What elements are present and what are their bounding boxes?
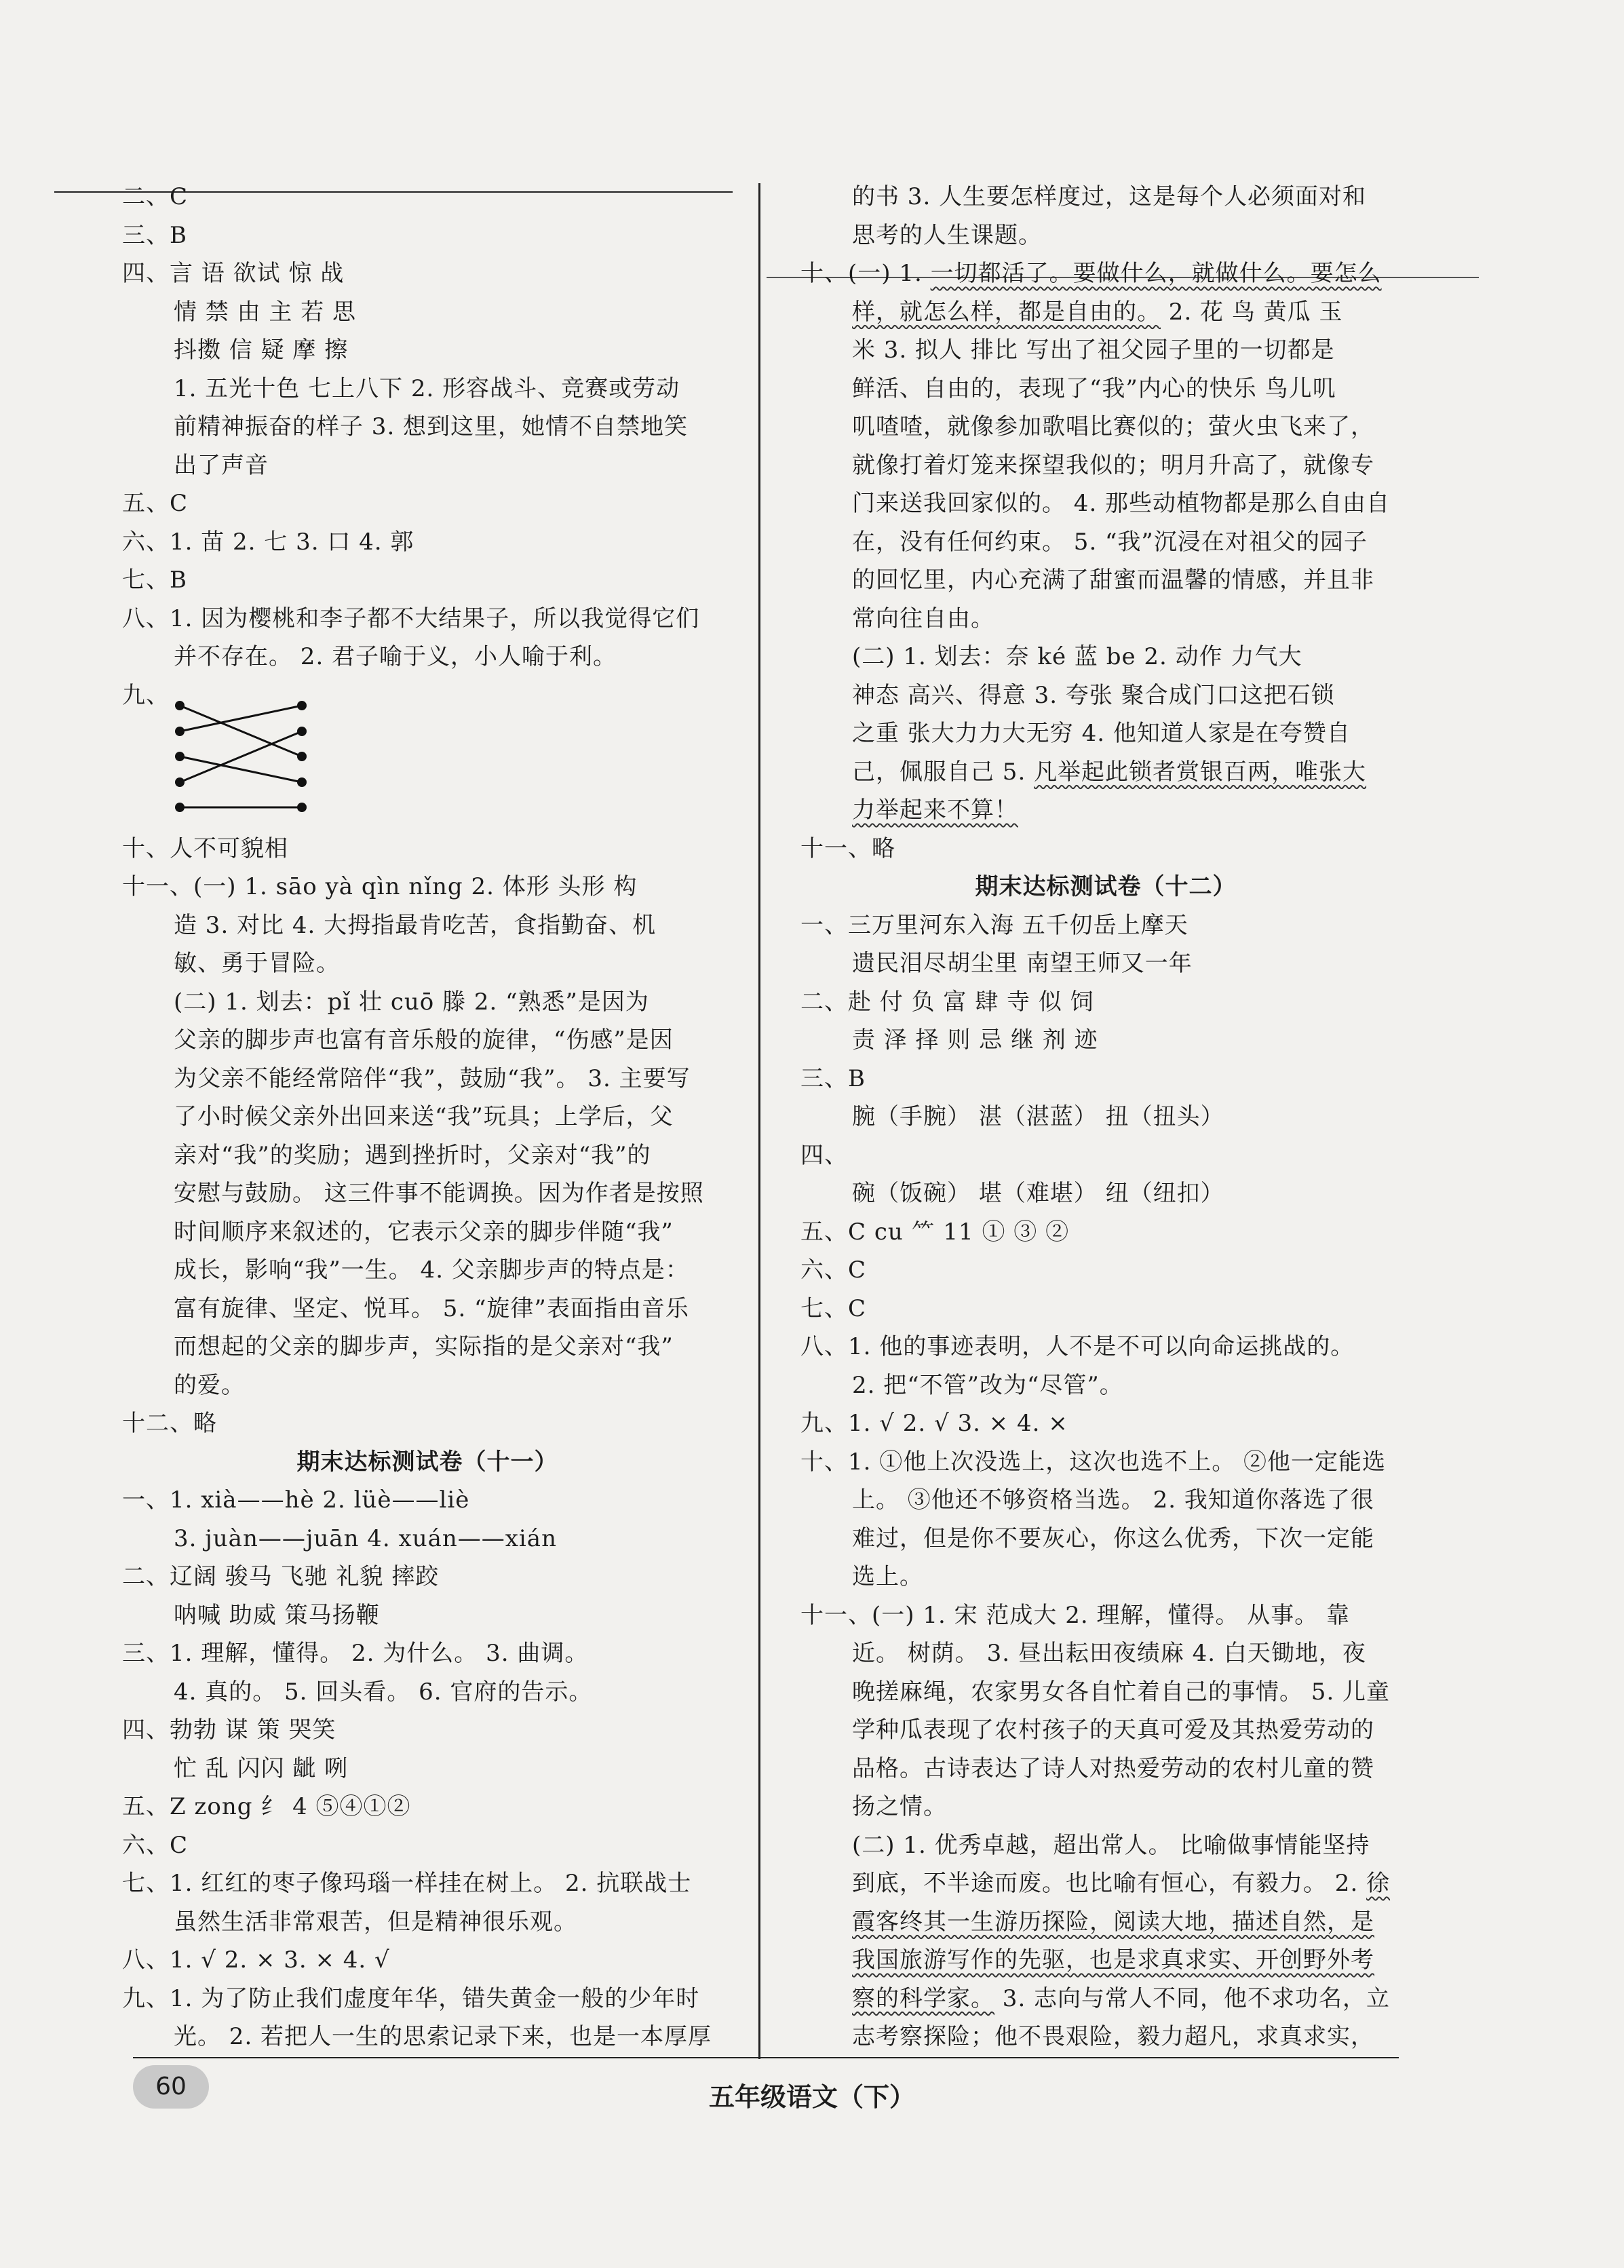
page-number-badge: 60 xyxy=(133,2065,209,2109)
line-text: 并不存在。 2. 君子喻于义，小人喻于利。 xyxy=(174,643,617,670)
line-text: 难过，但是你不要灰心，你这么优秀，下次一定能 xyxy=(852,1524,1374,1552)
answer-line xyxy=(122,293,733,332)
line-text: 十、人不可貌相 xyxy=(122,834,288,862)
answer-line xyxy=(122,1213,733,1252)
answer-line xyxy=(800,906,1411,945)
answer-line xyxy=(122,983,733,1022)
line-text: 十一、略 xyxy=(800,834,895,862)
answer-line xyxy=(800,1098,1411,1136)
line-text: 六、1. 苗 2. 七 3. 口 4. 郭 xyxy=(122,528,414,556)
line-text: 八、1. √ 2. × 3. × 4. √ xyxy=(122,1946,390,1974)
answer-line xyxy=(122,1750,733,1788)
line-text: 二、赴 付 负 富 肆 寺 似 饲 xyxy=(800,988,1094,1016)
line-text: 忙 乱 闪闪 龇 咧 xyxy=(174,1754,349,1782)
line-text: 五、Z zong 纟 4 ⑤④①② xyxy=(122,1793,411,1820)
line-text: 光。 2. 若把人一生的思索记录下来，也是一本厚厚 xyxy=(174,2023,712,2050)
answer-line xyxy=(800,484,1411,523)
answer-line xyxy=(122,178,733,216)
line-text: 门来送我回家似的。 4. 那些动植物都是那么自由自 xyxy=(852,490,1391,517)
line-text: 一、1. xià——hè 2. lüè——liè xyxy=(122,1486,470,1514)
section-title xyxy=(122,1443,733,1482)
answer-line xyxy=(122,370,733,408)
line-text: 造 3. 对比 4. 大拇指最肯吃苦，食指勤奋、机 xyxy=(174,911,657,939)
line-text: 四、勃勃 谋 策 哭笑 xyxy=(122,1716,336,1744)
line-text: (二) 1. 划去：奈 ké 蓝 be 2. 动作 力气大 xyxy=(852,643,1302,670)
line-text: 二、C xyxy=(122,183,189,210)
matching-lines-figure xyxy=(173,697,309,816)
line-text: 责 泽 择 则 忌 继 剂 迹 xyxy=(852,1026,1098,1054)
answer-line xyxy=(122,1980,733,2018)
line-text: 近。 树荫。 3. 昼出耘田夜绩麻 4. 白天锄地，夜 xyxy=(852,1640,1366,1667)
line-text: 成长，影响“我”一生。 4. 父亲脚步声的特点是： xyxy=(174,1256,689,1284)
line-text: 三、B xyxy=(800,1064,866,1092)
line-text: 叽喳喳，就像参加歌唱比赛似的；萤火虫飞来了， xyxy=(852,413,1374,440)
underlined-answer: 一切都活了。要做什么，就做什么。要怎么 xyxy=(930,260,1382,287)
answer-line xyxy=(800,446,1411,485)
footer-rule xyxy=(133,2057,1399,2058)
line-text: 鲜活、自由的，表现了“我”内心的快乐 鸟儿叽 xyxy=(852,374,1336,402)
underlined-answer: 样，就怎么样，都是自由的。 xyxy=(852,298,1161,326)
answer-line xyxy=(122,1903,733,1942)
answer-line xyxy=(800,1826,1411,1865)
line-text: 4. 真的。 5. 回头看。 6. 官府的告示。 xyxy=(174,1678,593,1706)
line-text: 为父亲不能经常陪伴“我”，鼓励“我”。 3. 主要写 xyxy=(174,1064,691,1092)
line-text: 四、言 语 欲试 惊 战 xyxy=(122,260,345,287)
answer-line xyxy=(800,1443,1411,1482)
answer-line xyxy=(800,1290,1411,1328)
answer-line xyxy=(122,408,733,446)
line-text: 七、B xyxy=(122,566,187,594)
line-text: 九、 xyxy=(122,681,170,709)
line-text: 安慰与鼓励。 这三件事不能调换。因为作者是按照 xyxy=(174,1180,704,1207)
answer-line xyxy=(800,1481,1411,1520)
answer-line xyxy=(800,676,1411,715)
line-text: 学种瓜表现了农村孩子的天真可爱及其热爱劳动的 xyxy=(852,1716,1374,1744)
answer-line xyxy=(800,1634,1411,1673)
underlined-answer: 徐 xyxy=(1366,1870,1391,1897)
line-text-after: 2. 花 鸟 黄瓜 玉 xyxy=(1161,298,1343,326)
line-text: (二) 1. 优秀卓越，超出常人。 比喻做事情能坚持 xyxy=(852,1831,1370,1859)
line-text: 米 3. 拟人 排比 写出了祖父园子里的一切都是 xyxy=(852,337,1335,364)
line-text: 1. 五光十色 七上八下 2. 形容战斗、竞赛或劳动 xyxy=(174,374,680,402)
answer-line xyxy=(122,1558,733,1596)
line-text: 之重 张大力力大无穷 4. 他知道人家是在夸赞自 xyxy=(852,720,1351,747)
line-text: 选上。 xyxy=(852,1563,923,1590)
line-text: 神态 高兴、得意 3. 夸张 聚合成门口这把石锁 xyxy=(852,681,1335,709)
line-text: (二) 1. 划去：pǐ 壮 cuō 滕 2. “熟悉”是因为 xyxy=(174,988,649,1016)
underlined-answer: 力举起来不算！ xyxy=(852,796,1018,824)
answer-line xyxy=(122,1941,733,1980)
answer-line xyxy=(122,1481,733,1520)
answer-line xyxy=(122,1174,733,1213)
answer-line xyxy=(800,216,1411,255)
line-text: 富有旋律、坚定、悦耳。 5. “旋律”表面指由音乐 xyxy=(174,1294,689,1322)
answer-line xyxy=(122,1060,733,1098)
line-text: 十一、(一) 1. sāo yà qìn nǐng 2. 体形 头形 构 xyxy=(122,873,638,900)
answer-line xyxy=(800,523,1411,562)
answer-line xyxy=(800,1520,1411,1558)
answer-line xyxy=(800,293,1411,332)
line-text: 父亲的脚步声也富有音乐般的旋律，“伤感”是因 xyxy=(174,1026,674,1054)
line-text: 十、(一) 1. xyxy=(800,260,931,287)
answer-line xyxy=(800,1328,1411,1366)
line-text: 就像打着灯笼来探望我似的；明月升高了，就像专 xyxy=(852,451,1374,479)
line-text: 情 禁 由 主 若 思 xyxy=(174,298,357,326)
line-text: 期末达标测试卷（十一） xyxy=(296,1448,558,1476)
line-text: 在，没有任何约束。 5. “我”沉浸在对祖父的园子 xyxy=(852,528,1368,556)
answer-line xyxy=(122,331,733,370)
answer-line xyxy=(122,1021,733,1060)
answer-line xyxy=(122,561,733,600)
answer-line xyxy=(800,1903,1411,1942)
answer-line xyxy=(122,944,733,983)
answer-line xyxy=(800,1213,1411,1252)
answer-line xyxy=(800,2018,1411,2056)
line-text: 十二、略 xyxy=(122,1410,217,1437)
answer-line xyxy=(800,1251,1411,1290)
line-text: 前精神振奋的样子 3. 想到这里，她情不自禁地笑 xyxy=(174,413,689,440)
line-text: 的回忆里，内心充满了甜蜜而温馨的情感，并且非 xyxy=(852,566,1374,594)
line-text: 扬之情。 xyxy=(852,1793,947,1820)
line-text: 的书 3. 人生要怎样度过，这是每个人必须面对和 xyxy=(852,183,1367,210)
line-text: 六、C xyxy=(122,1831,189,1859)
answer-line xyxy=(800,944,1411,983)
line-text: 思考的人生课题。 xyxy=(852,221,1042,249)
answer-line xyxy=(800,830,1411,868)
answer-line xyxy=(800,254,1411,293)
line-text: 3. juàn——juān 4. xuán——xián xyxy=(174,1524,557,1552)
answer-line xyxy=(122,1596,733,1635)
underlined-answer: 察的科学家。 xyxy=(852,1984,994,2012)
answer-line xyxy=(122,1251,733,1290)
answer-line xyxy=(800,178,1411,216)
answer-line xyxy=(122,1136,733,1175)
answer-line xyxy=(122,1290,733,1328)
line-text: 到底，不半途而废。也比喻有恒心，有毅力。 2. xyxy=(852,1870,1367,1897)
line-text: 六、C xyxy=(800,1256,867,1284)
underlined-answer: 霞客终其一生游历探险，阅读大地，描述自然，是 xyxy=(852,1908,1374,1936)
line-text: 腕（手腕） 湛（湛蓝） 扭（扭头） xyxy=(852,1103,1224,1130)
line-text: 晚搓麻绳，农家男女各自忙着自己的事情。 5. 儿童 xyxy=(852,1678,1391,1706)
line-text: 志考察探险；他不畏艰险，毅力超凡，求真求实， xyxy=(852,2023,1374,2050)
line-text: 上。 ③他还不够资格当选。 2. 我知道你落选了很 xyxy=(852,1486,1374,1514)
answer-line xyxy=(122,1826,733,1865)
answer-line xyxy=(122,1788,733,1826)
line-text: 了小时候父亲外出回来送“我”玩具；上学后，父 xyxy=(174,1103,674,1130)
book-title: 五年级语文（下） xyxy=(708,2081,915,2112)
answer-line xyxy=(800,1673,1411,1712)
line-text: 抖擞 信 疑 摩 擦 xyxy=(174,337,349,364)
underlined-answer: 我国旅游写作的先驱，也是求真求实、开创野外考 xyxy=(852,1946,1374,1974)
underlined-answer: 凡举起此锁者赏银百两，唯张大 xyxy=(1034,758,1367,786)
answer-line xyxy=(122,638,733,676)
line-text: 三、1. 理解，懂得。 2. 为什么。 3. 曲调。 xyxy=(122,1640,589,1667)
right-column xyxy=(800,178,1411,2056)
answer-line xyxy=(800,638,1411,676)
answer-line xyxy=(800,1404,1411,1443)
answer-line xyxy=(122,830,733,868)
answer-line xyxy=(800,1174,1411,1213)
answer-line xyxy=(122,1328,733,1366)
answer-line xyxy=(122,600,733,638)
answer-line xyxy=(800,791,1411,830)
line-text: 亲对“我”的奖励；遇到挫折时，父亲对“我”的 xyxy=(174,1141,651,1169)
answer-line xyxy=(122,254,733,293)
line-text: 呐喊 助威 策马扬鞭 xyxy=(174,1601,380,1629)
column-divider xyxy=(758,183,760,2059)
line-text: 八、1. 因为樱桃和李子都不大结果子，所以我觉得它们 xyxy=(122,604,700,632)
answer-line xyxy=(800,753,1411,792)
line-text: 虽然生活非常艰苦，但是精神很乐观。 xyxy=(174,1908,577,1936)
line-text: 而想起的父亲的脚步声，实际指的是父亲对“我” xyxy=(174,1333,674,1360)
section-title xyxy=(800,868,1411,906)
line-text: 己，佩服自己 5. xyxy=(852,758,1035,786)
line-text: 时间顺序来叙述的，它表示父亲的脚步伴随“我” xyxy=(174,1218,674,1246)
line-text: 碗（饭碗） 堪（难堪） 纽（纽扣） xyxy=(852,1180,1224,1207)
line-text-after: 3. 志向与常人不同，他不求功名，立 xyxy=(994,1984,1391,2012)
line-text: 十一、(一) 1. 宋 范成大 2. 理解，懂得。 从事。 靠 xyxy=(800,1601,1351,1629)
answer-line xyxy=(122,1864,733,1903)
answer-line xyxy=(800,1750,1411,1788)
line-text: 三、B xyxy=(122,221,187,249)
line-text: 七、C xyxy=(800,1294,867,1322)
line-text: 七、1. 红红的枣子像玛瑙一样挂在树上。 2. 抗联战士 xyxy=(122,1870,692,1897)
answer-line xyxy=(800,983,1411,1022)
answer-line xyxy=(800,600,1411,638)
line-text: 五、C cu ⺮ 11 ① ③ ② xyxy=(800,1218,1070,1246)
answer-line xyxy=(122,1404,733,1443)
answer-line xyxy=(122,1520,733,1558)
line-text: 五、C xyxy=(122,490,189,517)
line-text: 2. 把“不管”改为“尽管”。 xyxy=(852,1371,1123,1399)
answer-line xyxy=(800,1558,1411,1596)
line-text: 常向往自由。 xyxy=(852,604,994,632)
answer-line xyxy=(800,1366,1411,1405)
left-column xyxy=(122,178,733,2056)
answer-line xyxy=(800,1711,1411,1750)
line-text: 二、辽阔 骏马 飞驰 礼貌 摔跤 xyxy=(122,1563,440,1590)
answer-line xyxy=(800,561,1411,600)
answer-line xyxy=(122,1634,733,1673)
answer-line xyxy=(800,1596,1411,1635)
line-text: 遗民泪尽胡尘里 南望王师又一年 xyxy=(852,950,1193,977)
answer-line xyxy=(800,1788,1411,1826)
line-text: 一、三万里河东入海 五千仞岳上摩天 xyxy=(800,911,1188,939)
line-text: 十、1. ①他上次没选上，这次也选不上。 ②他一定能选 xyxy=(800,1448,1387,1476)
line-text: 敏、勇于冒险。 xyxy=(174,950,340,977)
answer-line xyxy=(800,1864,1411,1903)
answer-line xyxy=(800,1980,1411,2018)
answer-line xyxy=(122,446,733,485)
answer-line xyxy=(122,1673,733,1712)
answer-line xyxy=(800,714,1411,753)
line-text: 四、 xyxy=(800,1141,848,1169)
answer-line xyxy=(122,2018,733,2056)
answer-line xyxy=(122,484,733,523)
answer-line xyxy=(800,331,1411,370)
line-text: 九、1. √ 2. √ 3. × 4. × xyxy=(800,1410,1068,1437)
answer-line xyxy=(800,370,1411,408)
line-text: 八、1. 他的事迹表明，人不是不可以向命运挑战的。 xyxy=(800,1333,1355,1360)
line-text: 出了声音 xyxy=(174,451,269,479)
answer-line xyxy=(800,1136,1411,1175)
answer-line xyxy=(122,906,733,945)
line-text: 的爱。 xyxy=(174,1371,245,1399)
answer-line xyxy=(800,1060,1411,1098)
answer-line xyxy=(800,1021,1411,1060)
line-text: 期末达标测试卷（十二） xyxy=(975,873,1237,900)
answer-line xyxy=(122,216,733,255)
answer-line xyxy=(800,408,1411,446)
line-text: 品格。古诗表达了诗人对热爱劳动的农村儿童的赞 xyxy=(852,1754,1374,1782)
line-text: 九、1. 为了防止我们虚度年华，错失黄金一般的少年时 xyxy=(122,1984,700,2012)
answer-line xyxy=(122,523,733,562)
answer-line xyxy=(122,1366,733,1405)
answer-line xyxy=(800,1941,1411,1980)
answer-line xyxy=(122,868,733,906)
answer-line xyxy=(122,1098,733,1136)
answer-line xyxy=(122,1711,733,1750)
